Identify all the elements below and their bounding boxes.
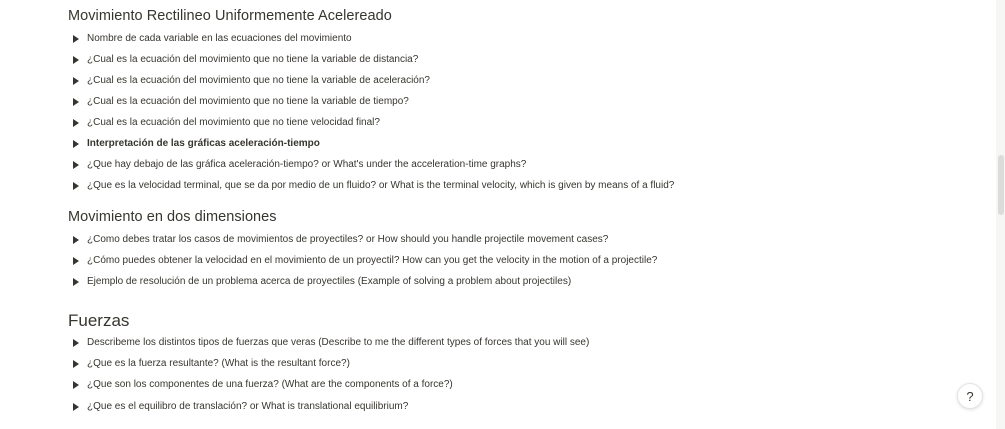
toggle-label: ¿Que es la fuerza resultante? (What is the resultant force?): [87, 358, 350, 369]
toggle-item[interactable]: [68, 91, 409, 112]
triangle-right-icon[interactable]: [73, 339, 79, 347]
toggle-label: ¿Que es el equilibro de translación? or What is translational equilibrium?: [87, 401, 409, 412]
scrollbar-thumb[interactable]: [998, 155, 1004, 215]
toggle-item[interactable]: [68, 112, 380, 133]
toggle-item[interactable]: [68, 28, 352, 49]
heading-movimiento-dos-dimensiones: Movimiento en dos dimensiones: [68, 209, 277, 225]
toggle-item[interactable]: [68, 271, 571, 292]
triangle-right-icon[interactable]: [73, 360, 79, 368]
toggle-label: ¿Cómo puedes obtener la velocidad en el movimiento de un proyectil? How can you get the velocity in the motion of a projectile?: [87, 255, 658, 266]
toggle-item[interactable]: [68, 396, 408, 417]
toggle-label: ¿Cual es la ecuación del movimiento que no tiene la variable de aceleración?: [87, 75, 430, 86]
toggle-item[interactable]: [68, 133, 320, 154]
toggle-item[interactable]: [68, 154, 526, 175]
toggle-item[interactable]: [68, 353, 350, 374]
toggle-item[interactable]: [68, 49, 418, 70]
heading-fuerzas: Fuerzas: [68, 311, 130, 330]
toggle-item[interactable]: [68, 250, 657, 271]
toggle-item[interactable]: [68, 229, 608, 250]
help-button[interactable]: ?: [957, 383, 983, 409]
triangle-right-icon[interactable]: [73, 236, 79, 244]
triangle-right-icon[interactable]: [73, 98, 79, 106]
toggle-label: Interpretación de las gráficas aceleración-tiempo: [87, 138, 320, 149]
triangle-right-icon[interactable]: [73, 381, 79, 389]
heading-movimiento-rectilineo: Movimiento Rectilineo Uniformemente Acelereado: [68, 8, 392, 24]
toggle-label: ¿Que hay debajo de las gráfica aceleración-tiempo? or What's under the acceleration-time graphs?: [87, 159, 527, 170]
triangle-right-icon[interactable]: [73, 77, 79, 85]
triangle-right-icon[interactable]: [73, 257, 79, 265]
triangle-right-icon[interactable]: [73, 278, 79, 286]
toggle-label: Ejemplo de resolución de un problema acerca de proyectiles (Example of solving a problem about projectiles): [87, 276, 572, 287]
vertical-scrollbar[interactable]: [996, 0, 1005, 429]
toggle-label: ¿Que es la velocidad terminal, que se da por medio de un fluido? or What is the terminal velocity, which is given by means of a fluid?: [87, 180, 675, 191]
triangle-right-icon[interactable]: [73, 119, 79, 127]
triangle-right-icon[interactable]: [73, 161, 79, 169]
toggle-item[interactable]: [68, 175, 674, 196]
triangle-right-icon[interactable]: [73, 56, 79, 64]
toggle-label: ¿Como debes tratar los casos de movimientos de proyectiles? or How should you handle projectile movement cases?: [87, 234, 609, 245]
toggle-label: ¿Cual es la ecuación del movimiento que no tiene la variable de tiempo?: [87, 96, 409, 107]
triangle-right-icon[interactable]: [73, 35, 79, 43]
toggle-label: ¿Cual es la ecuación del movimiento que no tiene velocidad final?: [87, 117, 380, 128]
triangle-right-icon[interactable]: [73, 403, 79, 411]
toggle-item[interactable]: [68, 332, 589, 353]
toggle-item[interactable]: [68, 70, 430, 91]
toggle-label: ¿Que son los componentes de una fuerza? (What are the components of a force?): [87, 379, 453, 390]
toggle-label: Describeme los distintos tipos de fuerzas que veras (Describe to me the different types of forces that you will see): [87, 337, 590, 348]
toggle-label: ¿Cual es la ecuación del movimiento que no tiene la variable de distancia?: [87, 54, 419, 65]
toggle-item[interactable]: [68, 374, 453, 395]
triangle-right-icon[interactable]: [73, 140, 79, 148]
triangle-right-icon[interactable]: [73, 182, 79, 190]
toggle-label: Nombre de cada variable en las ecuaciones del movimiento: [87, 33, 352, 44]
